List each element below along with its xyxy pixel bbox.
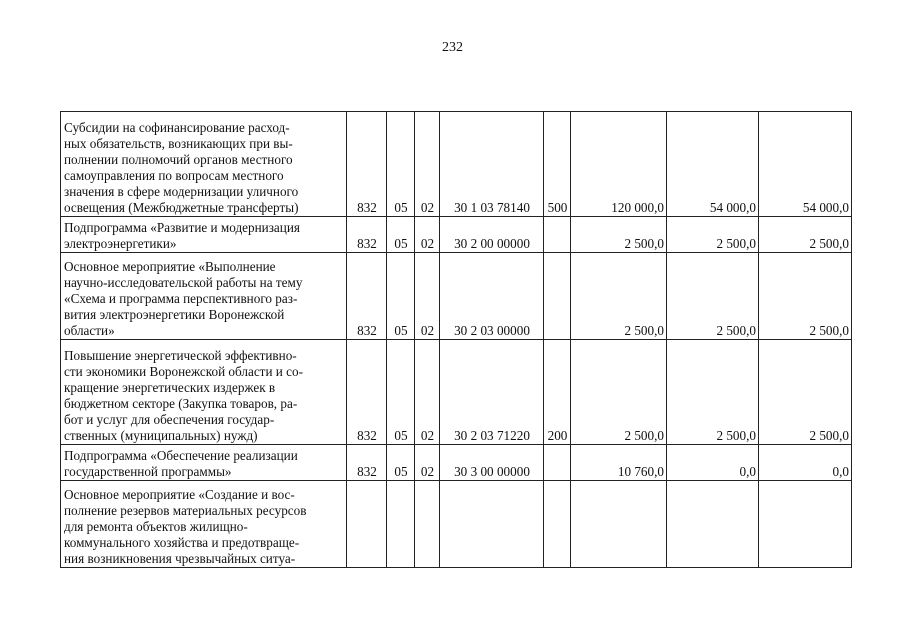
cell-y3: 2 500,0 [759,253,852,340]
name-line: Субсидии на софинансирование расход- [64,120,290,135]
cell-y3 [759,481,852,568]
name-line: для ремонта объектов жилищно- [64,519,248,534]
cell-vr: 500 [544,112,571,217]
cell-gr: 832 [347,253,387,340]
name-line: ных обязательств, возникающих при вы- [64,136,293,151]
table-row [61,217,852,253]
name-line: самоуправления по вопросам местного [64,168,284,183]
cell-y1: 2 500,0 [571,340,667,445]
cell-gr: 832 [347,112,387,217]
cell-gr: 832 [347,217,387,253]
cell-gr [347,481,387,568]
cell-rz [387,481,415,568]
cell-y1: 120 000,0 [571,112,667,217]
cell-y2: 2 500,0 [667,340,759,445]
cell-name [61,445,347,481]
cell-vr [544,445,571,481]
cell-csr: 30 3 00 00000 [440,445,544,481]
cell-vr: 200 [544,340,571,445]
name-line: Подпрограмма «Развитие и модернизация [64,220,300,235]
cell-csr: 30 2 03 71220 [440,340,544,445]
name-line: государственной программы» [64,464,232,479]
page-number: 232 [442,40,463,55]
table-row [61,253,852,340]
cell-name [61,481,347,568]
name-line: Основное мероприятие «Создание и вос- [64,487,295,502]
cell-name [61,253,347,340]
cell-pr [415,481,440,568]
cell-rz: 05 [387,217,415,253]
table-row [61,340,852,445]
cell-y3: 54 000,0 [759,112,852,217]
cell-y1: 2 500,0 [571,217,667,253]
cell-csr: 30 2 00 00000 [440,217,544,253]
budget-table [60,111,852,568]
table-row [61,445,852,481]
name-line: сти экономики Воронежской области и со- [64,364,303,379]
cell-y3: 2 500,0 [759,217,852,253]
name-line: вития электроэнергетики Воронежской [64,307,285,322]
name-line: области» [64,323,115,338]
cell-rz: 05 [387,445,415,481]
name-line: электроэнергетики» [64,236,177,251]
cell-name [61,340,347,445]
name-line: полнении полномочий органов местного [64,152,293,167]
name-line: научно-исследовательской работы на тему [64,275,303,290]
name-line: бот и услуг для обеспечения государ- [64,412,275,427]
name-line: коммунального хозяйства и предотвраще- [64,535,300,550]
cell-y1: 2 500,0 [571,253,667,340]
cell-y1 [571,481,667,568]
cell-y2: 2 500,0 [667,253,759,340]
name-line: ственных (муниципальных) нужд) [64,428,258,443]
name-line: бюджетном секторе (Закупка товаров, ра- [64,396,298,411]
name-line: освещения (Межбюджетные трансферты) [64,200,299,215]
cell-vr [544,253,571,340]
cell-y2: 2 500,0 [667,217,759,253]
cell-pr: 02 [415,253,440,340]
cell-csr: 30 1 03 78140 [440,112,544,217]
cell-rz: 05 [387,340,415,445]
cell-y3: 0,0 [759,445,852,481]
cell-csr: 30 2 03 00000 [440,253,544,340]
cell-y2 [667,481,759,568]
cell-y2: 0,0 [667,445,759,481]
cell-y1: 10 760,0 [571,445,667,481]
cell-gr: 832 [347,340,387,445]
cell-csr [440,481,544,568]
name-line: кращение энергетических издержек в [64,380,276,395]
cell-rz: 05 [387,253,415,340]
cell-y2: 54 000,0 [667,112,759,217]
cell-vr [544,481,571,568]
cell-rz: 05 [387,112,415,217]
cell-pr: 02 [415,112,440,217]
name-line: Повышение энергетической эффективно- [64,348,297,363]
cell-pr: 02 [415,340,440,445]
table-row [61,112,852,217]
table-row [61,481,852,568]
cell-gr: 832 [347,445,387,481]
cell-vr [544,217,571,253]
cell-name [61,112,347,217]
name-line: Основное мероприятие «Выполнение [64,259,276,274]
name-line: «Схема и программа перспективного раз- [64,291,298,306]
name-line: полнение резервов материальных ресурсов [64,503,307,518]
name-line: Подпрограмма «Обеспечение реализации [64,448,298,463]
name-line: ния возникновения чрезвычайных ситуа- [64,551,296,566]
cell-pr: 02 [415,217,440,253]
cell-y3: 2 500,0 [759,340,852,445]
name-line: значения в сфере модернизации уличного [64,184,299,199]
cell-name [61,217,347,253]
cell-pr: 02 [415,445,440,481]
